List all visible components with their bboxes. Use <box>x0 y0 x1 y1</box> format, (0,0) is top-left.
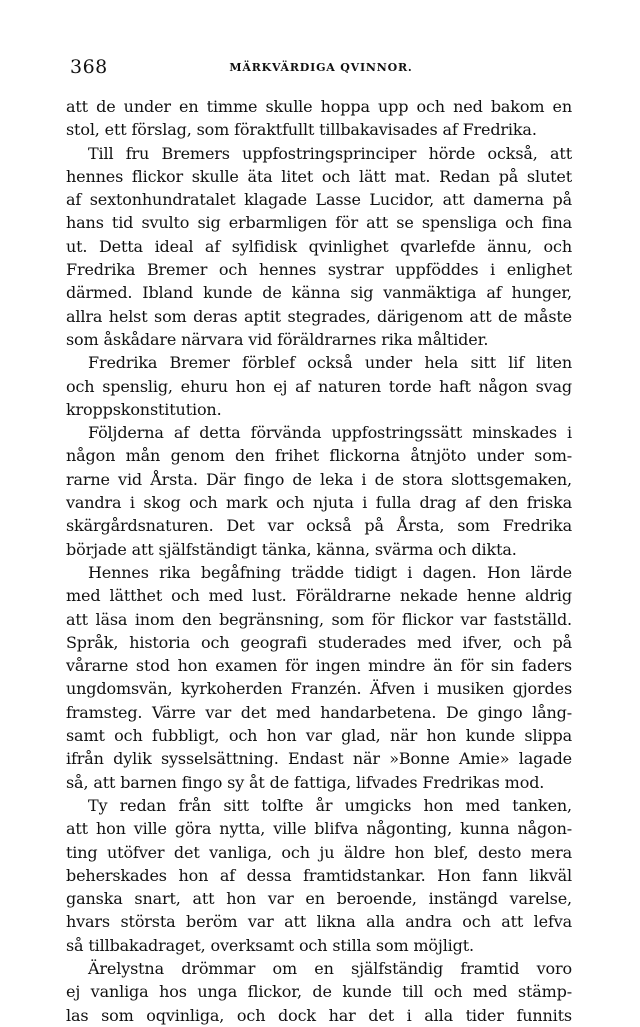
text-line: ungdomsvän, kyrkoherden Franzén. Äfven i musiken gjordes <box>66 679 572 699</box>
text-line: att hon ville göra nytta, ville blifva någonting, kunna någon- <box>66 819 572 839</box>
text-line: las som oqvinliga, och dock har det i alla tider funnits <box>66 1005 572 1025</box>
text-line: så tillbakadraget, overksamt och stilla som möjligt. <box>66 935 474 955</box>
text-line: af sextonhundratalet klagade Lasse Lucidor, att damerna på <box>66 190 572 210</box>
text-line: vandra i skog och mark och njuta i fulla drag af den friska <box>66 493 572 513</box>
text-line: stol, ett förslag, som föraktfullt tillbakavisades af Fredrika. <box>66 120 537 140</box>
text-line: ting utöfver det vanliga, och ju äldre hon blef, desto mera <box>66 842 572 862</box>
text-line: allra helst som deras aptit stegrades, därigenom att de måste <box>66 306 572 326</box>
text-line: rarne vid Årsta. Där fingo de leka i de stora slottsgemaken, <box>66 469 572 489</box>
text-line: ifrån dylik sysselsättning. Endast när »Bonne Amie» lagade <box>66 749 572 769</box>
text-line: beherskades hon af dessa framtidstankar. Hon fann likväl <box>66 865 572 885</box>
text-line: Hennes rika begåfning trädde tidigt i dagen. Hon lärde <box>88 562 572 582</box>
text-line: Ty redan från sitt tolfte år umgicks hon med tanken, <box>88 795 572 815</box>
text-line: att läsa inom den begränsning, som för flickor var fastställd. <box>66 609 572 629</box>
text-line: hennes flickor skulle äta litet och lätt mat. Redan på slutet <box>66 166 572 186</box>
text-line: ganska snart, att hon var en beroende, instängd varelse, <box>66 889 572 909</box>
text-line: kroppskonstitution. <box>66 399 222 419</box>
text-line: så, att barnen fingo sy åt de fattiga, lifvades Fredrikas mod. <box>66 772 545 792</box>
text-line: Språk, historia och geografi studerades med ifver, och på <box>66 632 572 652</box>
text-line: Till fru Bremers uppfostringsprinciper hörde också, att <box>88 143 572 163</box>
text-line: Fredrika Bremer förblef också under hela sitt lif liten <box>88 353 572 373</box>
text-line: samt och fubbligt, och hon var glad, när hon kunde slippa <box>66 726 572 746</box>
text-line: ut. Detta ideal af sylfidisk qvinlighet qvarlefde ännu, och <box>66 236 572 256</box>
text-line: började att själfständigt tänka, känna, svärma och dikta. <box>66 539 517 559</box>
page-header <box>70 56 572 80</box>
text-line: och spenslig, ehuru hon ej af naturen torde haft någon svag <box>66 376 572 396</box>
page-number: 368 <box>70 56 108 78</box>
text-line: hvars största beröm var att likna alla andra och att lefva <box>66 912 572 932</box>
text-line: Ärelystna drömmar om en själfständig framtid voro <box>88 958 572 978</box>
text-line: att de under en timme skulle hoppa upp och ned bakom en <box>66 97 572 116</box>
text-line: som åskådare närvara vid föräldrarnes rika måltider. <box>66 329 489 349</box>
text-line: med lätthet och med lust. Föräldrarne nekade henne aldrig <box>66 586 572 606</box>
text-line: Fredrika Bremer och hennes systrar uppföddes i enlighet <box>66 260 572 280</box>
text-line: därmed. Ibland kunde de känna sig vanmäktiga af hunger, <box>66 283 572 303</box>
text-line: Följderna af detta förvända uppfostringssätt minskades i <box>88 423 572 443</box>
text-line: framsteg. Värre var det med handarbetena. De gingo lång- <box>66 702 572 722</box>
text-line: vårarne stod hon examen för ingen mindre än för sin faders <box>66 656 572 676</box>
text-line: någon mån genom den frihet flickorna åtnjöto under som- <box>66 446 572 466</box>
text-line: ej vanliga hos unga flickor, de kunde till och med stämp- <box>66 982 572 1002</box>
text-line: hans tid svulto sig erbarmligen för att se spensliga och fina <box>66 213 572 233</box>
body-text <box>66 95 572 1027</box>
text-line: skärgårdsnaturen. Det var också på Årsta, som Fredrika <box>66 516 572 536</box>
running-head: MÄRKVÄRDIGA QVINNOR. <box>229 61 413 74</box>
